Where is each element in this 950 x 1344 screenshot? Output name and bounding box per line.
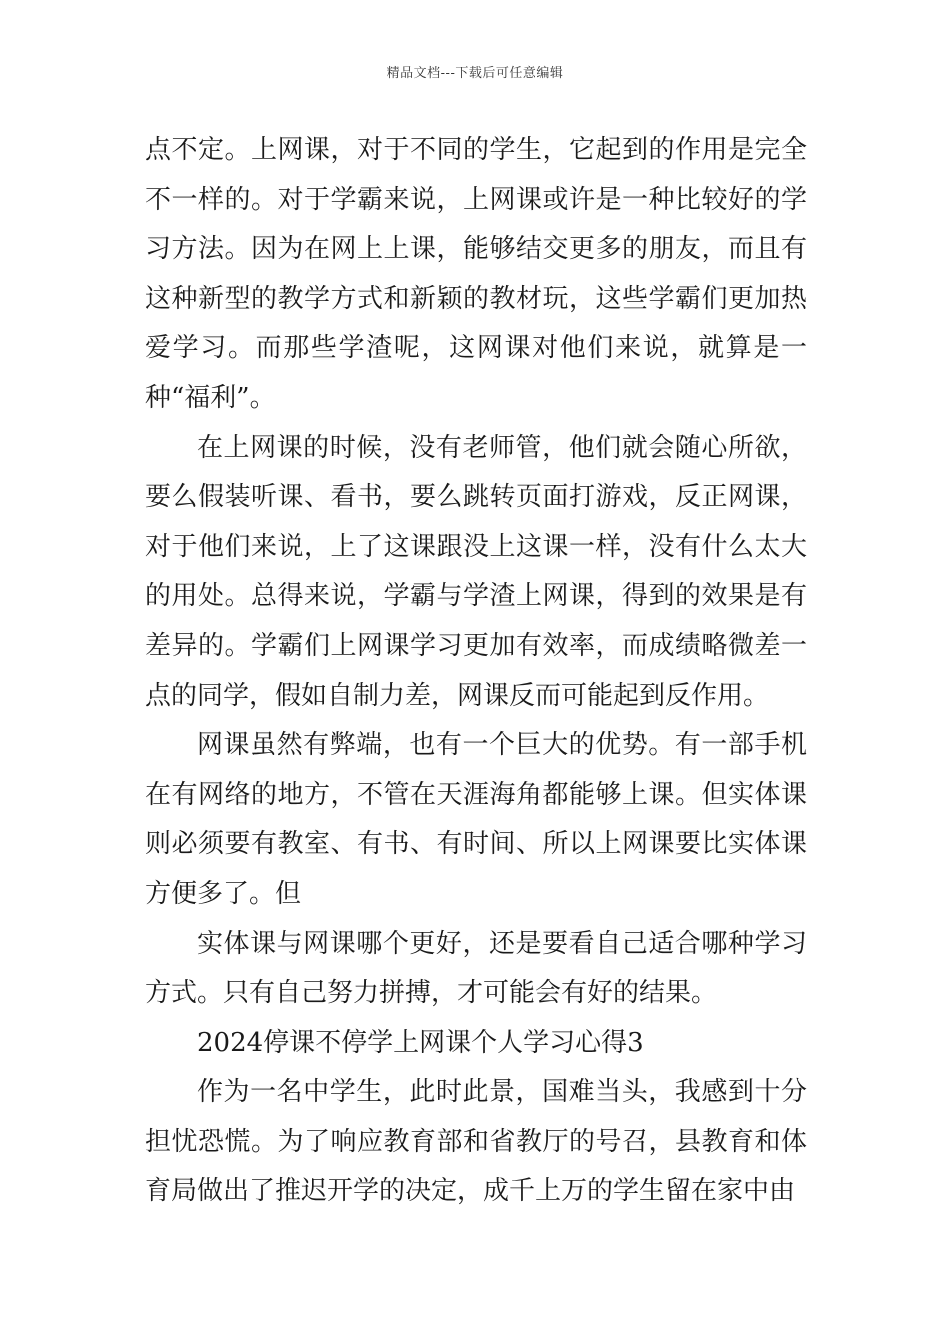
paragraph-5: 作为一名中学生，此时此景，国难当头，我感到十分担忧恐慌。为了响应教育部和省教厅的号召，县教育和体育局做出了推迟开学的决定，成千上万的学生留在家中由: [145, 1077, 807, 1207]
document-body: [145, 126, 807, 1217]
page-header: 精品文档---下载后可任意编辑: [386, 66, 564, 81]
paragraph-3: 网课虽然有弊端，也有一个巨大的优势。有一部手机在有网络的地方，不管在天涯海角都能够上课。但实体课则必须要有教室、有书、有时间、所以上网课要比实体课方便多了。但: [145, 730, 807, 909]
paragraph-4: 实体课与网课哪个更好，还是要看自己适合哪种学习方式。只有自己努力拼搏，才可能会有好的结果。: [145, 928, 807, 1009]
section-heading: 2024停课不停学上网课个人学习心得3: [197, 1027, 644, 1058]
paragraph-2: 在上网课的时候，没有老师管，他们就会随心所欲，要么假装听课、看书，要么跳转页面打游戏，反正网课，对于他们来说，上了这课跟没上这课一样，没有什么太大的用处。总得来说，学霸与学渣上网课，得到的效果是有差异的。学霸们上网课学习更加有效率，而成绩略微差一点的同学，假如自制力差，网课反而可能起到反作用。: [145, 432, 807, 711]
paragraph-1: 点不定。上网课，对于不同的学生，它起到的作用是完全不一样的。对于学霸来说，上网课或许是一种比较好的学习方法。因为在网上上课，能够结交更多的朋友，而且有这种新型的教学方式和新颖的教材玩，这些学霸们更加热爱学习。而那些学渣呢，这网课对他们来说，就算是一种“福利”。: [145, 135, 807, 413]
